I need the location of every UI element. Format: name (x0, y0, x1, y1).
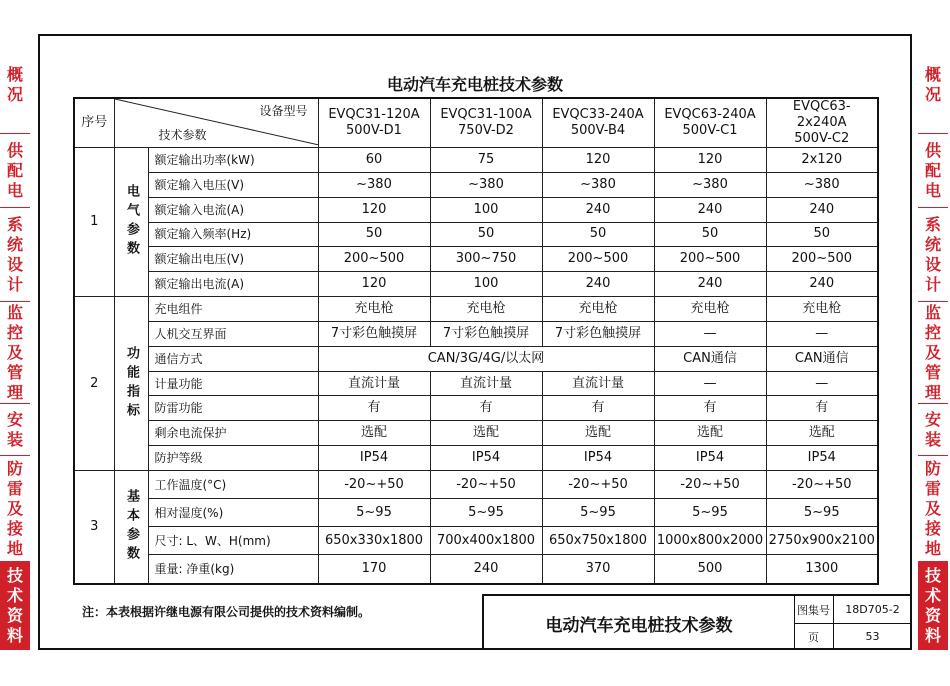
group-category: 电气参数 (114, 148, 148, 297)
param-value: 充电枪 (318, 297, 430, 322)
side-tab-label: 防 雷 及 接 地 (6, 458, 23, 558)
param-value: 700x400x1800 (430, 527, 542, 555)
param-value: 120 (318, 272, 430, 297)
group-category: 基本参数 (114, 470, 148, 584)
param-value: 选配 (542, 421, 654, 446)
model-line2: 500V-C1 (682, 123, 738, 138)
param-value: 选配 (430, 421, 542, 446)
param-value-merged: CAN/3G/4G/以太网 (318, 346, 654, 371)
side-tab-right-2[interactable] (918, 134, 948, 208)
param-value: 5~95 (318, 499, 430, 527)
model-line2: 750V-D2 (458, 123, 514, 138)
param-name: 防雷功能 (148, 396, 318, 421)
param-value: — (766, 321, 878, 346)
param-value: 200~500 (654, 247, 766, 272)
param-value: 有 (542, 396, 654, 421)
side-tab-label: 概 况 (924, 64, 941, 104)
header-model-label: 设备型号 (259, 104, 308, 118)
param-value: 240 (766, 197, 878, 222)
header-model-4 (654, 98, 766, 148)
side-tab-right-5[interactable] (918, 404, 948, 456)
table-row (74, 197, 878, 222)
model-line2: 500V-B4 (570, 123, 626, 138)
side-tab-right-1[interactable] (918, 36, 948, 134)
param-value: 7寸彩色触摸屏 (318, 321, 430, 346)
param-value: 充电枪 (654, 297, 766, 322)
side-tab-right-4[interactable] (918, 302, 948, 404)
param-value: 有 (766, 396, 878, 421)
param-value: 5~95 (654, 499, 766, 527)
param-value: — (654, 371, 766, 396)
param-name: 尺寸: L、W、H(mm) (148, 527, 318, 555)
table-row (74, 371, 878, 396)
param-value: 200~500 (766, 247, 878, 272)
group-seq: 1 (74, 148, 114, 297)
side-tab-left-5[interactable] (0, 404, 30, 456)
param-value: IP54 (654, 446, 766, 471)
side-tab-label: 系 统 设 计 (924, 214, 941, 294)
side-tab-label: 防 雷 及 接 地 (924, 458, 941, 558)
param-value: 200~500 (542, 247, 654, 272)
side-tab-label: 系 统 设 计 (6, 214, 23, 294)
param-name: 额定输出电压(V) (148, 247, 318, 272)
param-value: — (654, 321, 766, 346)
side-tab-label: 安 装 (924, 409, 941, 449)
table-row (74, 222, 878, 247)
param-value: 选配 (766, 421, 878, 446)
table-row (74, 470, 878, 498)
param-value: 7寸彩色触摸屏 (542, 321, 654, 346)
param-value: ~380 (542, 172, 654, 197)
model-line1: EVQC31-120A (328, 107, 420, 122)
param-name: 通信方式 (148, 346, 318, 371)
param-value: 240 (654, 272, 766, 297)
side-tab-right-7[interactable] (918, 562, 948, 650)
param-value: 60 (318, 148, 430, 173)
param-value: 7寸彩色触摸屏 (430, 321, 542, 346)
table-row (74, 421, 878, 446)
side-tab-right-6[interactable] (918, 456, 948, 562)
param-value: 有 (430, 396, 542, 421)
table-row (74, 555, 878, 584)
table-row (74, 499, 878, 527)
document-title: 电动汽车充电桩技术参数 (386, 75, 563, 94)
side-tab-label: 供 配 电 (6, 140, 23, 200)
table-row (74, 148, 878, 173)
table-row (74, 446, 878, 471)
param-value: 200~500 (318, 247, 430, 272)
param-value: 2x120 (766, 148, 878, 173)
param-value: 50 (318, 222, 430, 247)
model-line2: 500V-D1 (346, 123, 402, 138)
param-name: 额定输出功率(kW) (148, 148, 318, 173)
param-name: 相对湿度(%) (148, 499, 318, 527)
table-row (74, 272, 878, 297)
param-value: 500 (654, 555, 766, 584)
header-diagonal (114, 98, 318, 148)
param-name: 额定输出电流(A) (148, 272, 318, 297)
param-value: 选配 (318, 421, 430, 446)
side-tab-left-3[interactable] (0, 208, 30, 302)
param-value: 120 (542, 148, 654, 173)
param-value: -20~+50 (766, 470, 878, 498)
param-value: CAN通信 (766, 346, 878, 371)
param-value: ~380 (430, 172, 542, 197)
param-value: 240 (654, 197, 766, 222)
param-value: CAN通信 (654, 346, 766, 371)
param-name: 防护等级 (148, 446, 318, 471)
param-value: -20~+50 (318, 470, 430, 498)
side-tab-label: 概 况 (6, 64, 23, 104)
title-block-title: 电动汽车充电桩技术参数 (484, 596, 795, 650)
model-line2: 500V-C2 (794, 131, 850, 146)
table-row (74, 527, 878, 555)
param-value: 650x750x1800 (542, 527, 654, 555)
param-value: ~380 (318, 172, 430, 197)
page-number: 53 (834, 624, 912, 650)
param-value: — (766, 371, 878, 396)
param-value: 240 (542, 197, 654, 222)
side-tab-left-7[interactable] (0, 562, 30, 650)
side-tab-label: 供 配 电 (924, 140, 941, 200)
group-seq: 2 (74, 297, 114, 471)
param-value: 50 (430, 222, 542, 247)
param-value: 170 (318, 555, 430, 584)
atlas-number: 18D705-2 (834, 596, 912, 624)
param-value: IP54 (542, 446, 654, 471)
table-row (74, 247, 878, 272)
side-tab-label: 技 术 资 料 (6, 565, 23, 645)
param-value: 120 (318, 197, 430, 222)
param-value: 直流计量 (542, 371, 654, 396)
header-model-1 (318, 98, 430, 148)
param-value: 240 (766, 272, 878, 297)
param-value: 300~750 (430, 247, 542, 272)
param-name: 剩余电流保护 (148, 421, 318, 446)
param-value: IP54 (318, 446, 430, 471)
side-tab-label: 监 控 及 管 理 (6, 302, 23, 402)
side-tab-label: 安 装 (6, 409, 23, 449)
table-row (74, 297, 878, 322)
param-name: 工作温度(°C) (148, 470, 318, 498)
table-note: 注：本表根据许继电源有限公司提供的技术资料编制。 (82, 605, 371, 619)
param-value: 有 (318, 396, 430, 421)
param-value: ~380 (654, 172, 766, 197)
header-model-5 (766, 98, 878, 148)
atlas-label: 图集号 (794, 596, 834, 624)
param-value: 120 (654, 148, 766, 173)
header-model-3 (542, 98, 654, 148)
param-value: -20~+50 (430, 470, 542, 498)
side-tab-left-2[interactable] (0, 134, 30, 208)
param-value: 选配 (654, 421, 766, 446)
model-line1: EVQC31-100A (440, 107, 532, 122)
param-value: 50 (654, 222, 766, 247)
param-name: 计量功能 (148, 371, 318, 396)
group-category: 功能指标 (114, 297, 148, 471)
side-tab-left-6[interactable] (0, 456, 30, 562)
model-line1: EVQC63-240A (664, 107, 756, 122)
param-value: 有 (654, 396, 766, 421)
param-value: 直流计量 (318, 371, 430, 396)
model-line1: EVQC63-2x240A (792, 99, 851, 130)
param-value: IP54 (430, 446, 542, 471)
header-seq: 序号 (74, 98, 114, 148)
side-tab-left-4[interactable] (0, 302, 30, 404)
side-tab-label: 监 控 及 管 理 (924, 302, 941, 402)
param-value: 直流计量 (430, 371, 542, 396)
group-seq: 3 (74, 470, 114, 584)
param-value: 50 (542, 222, 654, 247)
param-value: 充电枪 (542, 297, 654, 322)
side-tab-left-1[interactable] (0, 36, 30, 134)
side-tab-label: 技 术 资 料 (924, 565, 941, 645)
param-value: 5~95 (542, 499, 654, 527)
param-value: 100 (430, 272, 542, 297)
param-value: 5~95 (766, 499, 878, 527)
param-name: 额定输入电压(V) (148, 172, 318, 197)
param-value: ~380 (766, 172, 878, 197)
param-value: 240 (542, 272, 654, 297)
model-line1: EVQC33-240A (552, 107, 644, 122)
param-value: 100 (430, 197, 542, 222)
header-model-2 (430, 98, 542, 148)
param-name: 额定输入频率(Hz) (148, 222, 318, 247)
param-value: IP54 (766, 446, 878, 471)
page-label: 页 (794, 624, 834, 650)
side-tab-right-3[interactable] (918, 208, 948, 302)
table-row (74, 396, 878, 421)
param-name: 重量: 净重(kg) (148, 555, 318, 584)
param-value: 1300 (766, 555, 878, 584)
param-value: 650x330x1800 (318, 527, 430, 555)
table-row (74, 321, 878, 346)
spec-table (73, 97, 879, 585)
param-name: 充电组件 (148, 297, 318, 322)
param-value: 370 (542, 555, 654, 584)
param-value: 充电枪 (766, 297, 878, 322)
param-name: 额定输入电流(A) (148, 197, 318, 222)
param-value: 充电枪 (430, 297, 542, 322)
table-row (74, 346, 878, 371)
param-name: 人机交互界面 (148, 321, 318, 346)
param-value: 5~95 (430, 499, 542, 527)
param-value: -20~+50 (542, 470, 654, 498)
header-param-label: 技术参数 (158, 128, 207, 142)
table-row (74, 172, 878, 197)
param-value: 1000x800x2000 (654, 527, 766, 555)
param-value: 50 (766, 222, 878, 247)
param-value: -20~+50 (654, 470, 766, 498)
param-value: 2750x900x2100 (766, 527, 878, 555)
param-value: 75 (430, 148, 542, 173)
title-block (482, 594, 912, 650)
param-value: 240 (430, 555, 542, 584)
